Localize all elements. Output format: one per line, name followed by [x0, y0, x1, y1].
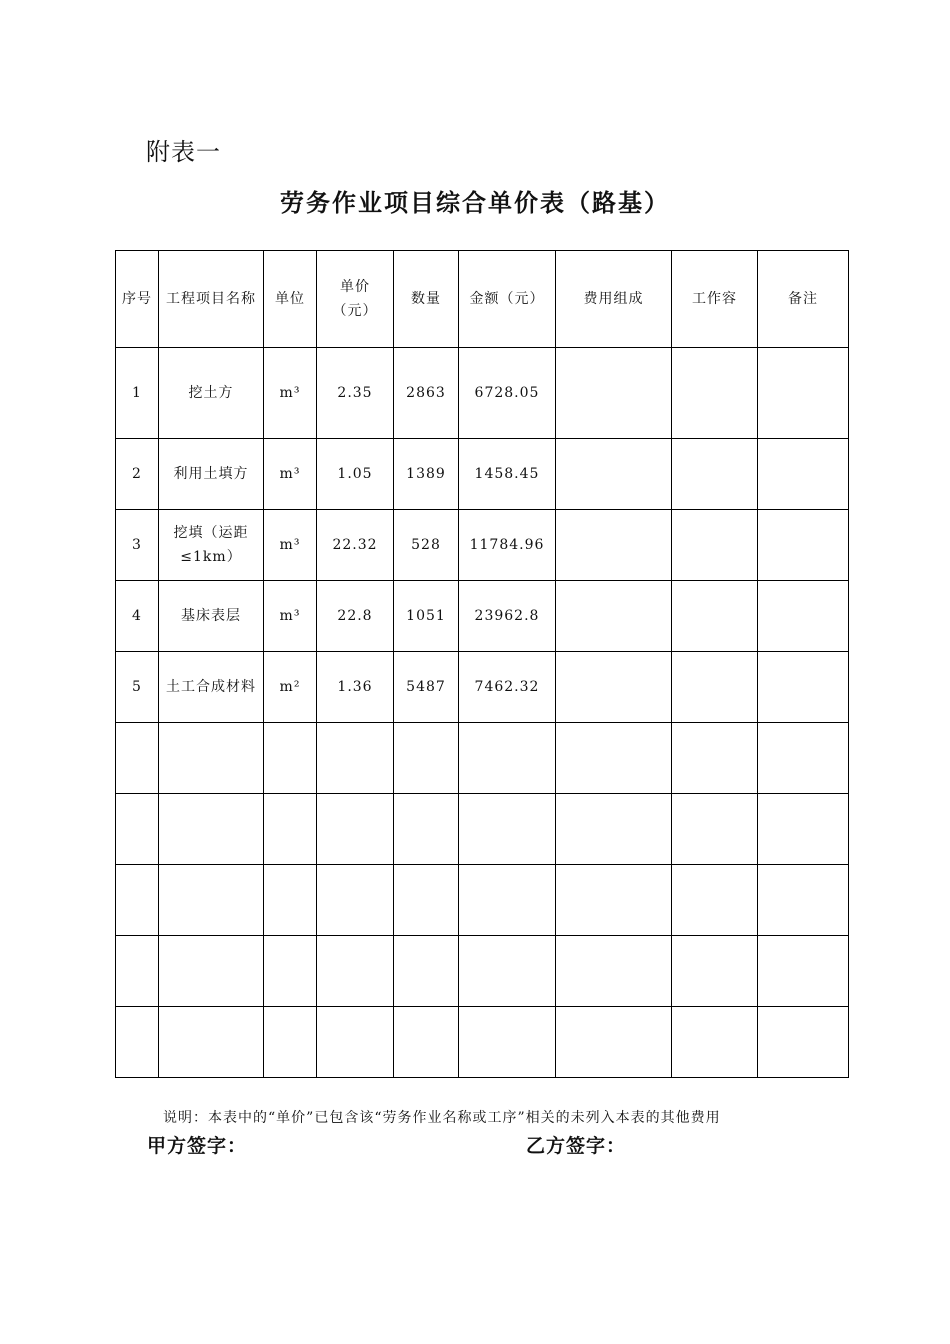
cell-unit — [264, 1007, 317, 1078]
cell-name: 利用土填方 — [159, 439, 264, 510]
cell-work — [672, 723, 758, 794]
cell-work — [672, 794, 758, 865]
cell-unit: m³ — [264, 439, 317, 510]
header-price-line1: 单价 — [340, 279, 370, 295]
cell-work — [672, 936, 758, 1007]
cell-fee — [556, 936, 672, 1007]
cell-remark — [758, 936, 849, 1007]
cell-qty: 2863 — [394, 348, 459, 439]
cell-fee — [556, 581, 672, 652]
cell-remark — [758, 794, 849, 865]
table-row — [116, 581, 849, 652]
cell-qty: 5487 — [394, 652, 459, 723]
unit-price-table — [115, 250, 849, 1078]
cell-remark — [758, 865, 849, 936]
cell-qty: 528 — [394, 510, 459, 581]
cell-unit — [264, 865, 317, 936]
cell-remark — [758, 723, 849, 794]
cell-fee — [556, 439, 672, 510]
cell-seq — [116, 1007, 159, 1078]
cell-name: 基床表层 — [159, 581, 264, 652]
table-header-row — [116, 251, 849, 348]
cell-remark — [758, 348, 849, 439]
cell-work — [672, 439, 758, 510]
cell-amount — [459, 865, 556, 936]
table-row — [116, 794, 849, 865]
cell-remark — [758, 652, 849, 723]
cell-work — [672, 510, 758, 581]
header-price-line2: （元） — [332, 303, 378, 319]
cell-amount: 6728.05 — [459, 348, 556, 439]
party-b-signature-label: 乙方签字： — [526, 1135, 627, 1157]
cell-qty — [394, 794, 459, 865]
cell-price — [317, 723, 394, 794]
cell-amount — [459, 794, 556, 865]
cell-seq: 4 — [116, 581, 159, 652]
cell-price: 1.05 — [317, 439, 394, 510]
party-a-signature-label: 甲方签字： — [147, 1135, 248, 1157]
cell-price — [317, 936, 394, 1007]
cell-unit: m³ — [264, 510, 317, 581]
cell-work — [672, 348, 758, 439]
cell-amount: 23962.8 — [459, 581, 556, 652]
header-remark: 备注 — [758, 251, 849, 348]
cell-amount — [459, 1007, 556, 1078]
table-row — [116, 439, 849, 510]
cell-fee — [556, 652, 672, 723]
header-work: 工作容 — [672, 251, 758, 348]
cell-seq — [116, 723, 159, 794]
cell-name — [159, 794, 264, 865]
page-title: 劳务作业项目综合单价表（路基） — [280, 189, 670, 217]
cell-price: 22.8 — [317, 581, 394, 652]
cell-price: 1.36 — [317, 652, 394, 723]
cell-work — [672, 865, 758, 936]
cell-seq: 3 — [116, 510, 159, 581]
cell-name — [159, 865, 264, 936]
cell-amount — [459, 723, 556, 794]
cell-amount: 1458.45 — [459, 439, 556, 510]
cell-qty — [394, 865, 459, 936]
cell-work — [672, 581, 758, 652]
header-unit: 单位 — [264, 251, 317, 348]
cell-name: 挖填（运距≤1km） — [159, 510, 264, 581]
cell-unit — [264, 794, 317, 865]
header-amount: 金额（元） — [459, 251, 556, 348]
cell-price: 2.35 — [317, 348, 394, 439]
cell-qty — [394, 936, 459, 1007]
cell-name — [159, 936, 264, 1007]
header-seq: 序号 — [116, 251, 159, 348]
table-row — [116, 936, 849, 1007]
table-row — [116, 348, 849, 439]
cell-name: 挖土方 — [159, 348, 264, 439]
cell-remark — [758, 439, 849, 510]
cell-amount: 11784.96 — [459, 510, 556, 581]
cell-unit: m² — [264, 652, 317, 723]
cell-qty: 1051 — [394, 581, 459, 652]
table-row — [116, 723, 849, 794]
table-row — [116, 510, 849, 581]
cell-unit — [264, 936, 317, 1007]
header-qty: 数量 — [394, 251, 459, 348]
footnote: 说明：本表中的“单价”已包含该“劳务作业名称或工序”相关的未列入本表的其他费用 — [163, 1110, 721, 1126]
table-row — [116, 652, 849, 723]
cell-qty — [394, 723, 459, 794]
cell-seq: 5 — [116, 652, 159, 723]
cell-seq — [116, 794, 159, 865]
cell-price — [317, 1007, 394, 1078]
cell-name — [159, 1007, 264, 1078]
cell-seq — [116, 936, 159, 1007]
header-price — [317, 251, 394, 348]
cell-remark — [758, 581, 849, 652]
cell-remark — [758, 510, 849, 581]
cell-seq: 2 — [116, 439, 159, 510]
cell-price — [317, 865, 394, 936]
header-name: 工程项目名称 — [159, 251, 264, 348]
cell-fee — [556, 865, 672, 936]
appendix-label: 附表一 — [146, 138, 221, 166]
cell-unit: m³ — [264, 581, 317, 652]
cell-name: 土工合成材料 — [159, 652, 264, 723]
header-fee: 费用组成 — [556, 251, 672, 348]
cell-fee — [556, 794, 672, 865]
cell-work — [672, 652, 758, 723]
cell-remark — [758, 1007, 849, 1078]
cell-price: 22.32 — [317, 510, 394, 581]
cell-amount: 7462.32 — [459, 652, 556, 723]
cell-work — [672, 1007, 758, 1078]
cell-price — [317, 794, 394, 865]
cell-unit: m³ — [264, 348, 317, 439]
cell-fee — [556, 510, 672, 581]
table-row — [116, 1007, 849, 1078]
cell-unit — [264, 723, 317, 794]
cell-fee — [556, 348, 672, 439]
cell-fee — [556, 723, 672, 794]
cell-qty — [394, 1007, 459, 1078]
cell-seq — [116, 865, 159, 936]
cell-seq: 1 — [116, 348, 159, 439]
cell-fee — [556, 1007, 672, 1078]
cell-name — [159, 723, 264, 794]
table-row — [116, 865, 849, 936]
cell-qty: 1389 — [394, 439, 459, 510]
cell-amount — [459, 936, 556, 1007]
